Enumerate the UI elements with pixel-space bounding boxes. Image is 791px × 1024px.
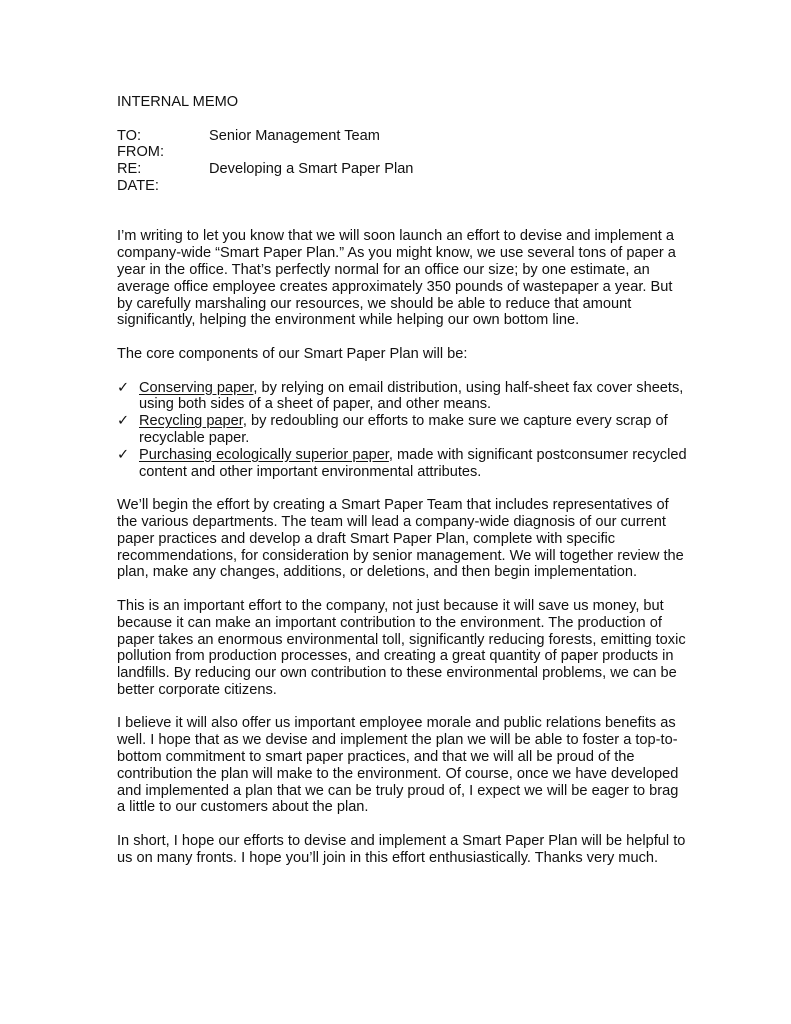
- memo-title: INTERNAL MEMO: [117, 94, 239, 110]
- component-text: , by relying on email distribution, using half-sheet fax cover sheets, using both sides of a sheet of paper, and other means.: [139, 379, 684, 413]
- component-heading: Recycling paper: [139, 413, 243, 430]
- component-heading: Purchasing ecologically superior paper: [139, 446, 389, 463]
- re-value: Developing a Smart Paper Plan: [209, 161, 414, 178]
- component-text: , made with significant postconsumer recycled content and other important environmental attributes.: [139, 446, 687, 480]
- component-heading: Conserving paper: [139, 379, 254, 396]
- checkmark-icon: ✓: [117, 379, 130, 396]
- to-value: Senior Management Team: [209, 127, 380, 144]
- checkmark-icon: ✓: [117, 446, 130, 463]
- header-row-re: [117, 161, 687, 178]
- list-item: [117, 447, 687, 481]
- components-list: [117, 380, 687, 481]
- checkmark-icon: ✓: [117, 413, 130, 430]
- memo-page: [117, 94, 687, 883]
- list-item: [117, 413, 687, 447]
- component-text: , by redoubling our efforts to make sure we capture every scrap of recyclable paper.: [139, 413, 668, 446]
- from-value: [209, 144, 687, 161]
- header-row-date: [117, 178, 687, 195]
- components-intro: The core components of our Smart Paper Plan will be:: [117, 345, 468, 362]
- header-row-from: [117, 144, 687, 161]
- closing-paragraph: In short, I hope our efforts to devise and implement a Smart Paper Plan will be helpful to us on many fronts. I hope you’ll join in this effort enthusiastically. Thanks very much.: [117, 833, 686, 866]
- team-paragraph: We’ll begin the effort by creating a Smart Paper Team that includes representatives of the various departments. The team will lead a company-wide diagnosis of our current paper practices and develop a draft Smart Paper Plan, complete with specific recommendations, for consideration by senior management. We will together review the plan, make any changes, additions, or deletions, and then begin implementation.: [117, 497, 684, 581]
- intro-paragraph: I’m writing to let you know that we will soon launch an effort to devise and implement a company-wide “Smart Paper Plan.” As you might know, we use several tons of paper a year in the office. That’s perfectly normal for an office our size; by one estimate, an average office employee creates approximately 350 pounds of wastepaper a year. But by carefully marshaling our resources, we should be able to reduce that amount significantly, helping the environment while helping our own bottom line.: [117, 228, 676, 329]
- to-label: TO:: [117, 127, 142, 144]
- memo-header: [117, 128, 687, 195]
- date-label: DATE:: [117, 177, 159, 194]
- benefits-paragraph: I believe it will also offer us important employee morale and public relations benefits as well. I hope that as we devise and implement the plan we will be able to foster a top-to-bottom commitment to smart paper practices, and that we will all be proud of the contribution the plan will make to the environment. Of course, once we have developed and implemented a plan that we can be truly proud of, I expect we will be eager to brag a little to our customers about the plan.: [117, 715, 679, 816]
- re-label: RE:: [117, 161, 142, 178]
- list-item: [117, 380, 687, 414]
- from-label: FROM:: [117, 144, 165, 161]
- date-value: [209, 178, 687, 195]
- header-row-to: [117, 128, 687, 145]
- importance-paragraph: This is an important effort to the company, not just because it will save us money, but because it can make an important contribution to the environment. The production of paper takes an enormous environmental toll, significantly reducing forests, emitting toxic pollution from production processes, and creating a great quantity of paper products in landfills. By reducing our own contribution to these environmental problems, we can be better corporate citizens.: [117, 597, 686, 698]
